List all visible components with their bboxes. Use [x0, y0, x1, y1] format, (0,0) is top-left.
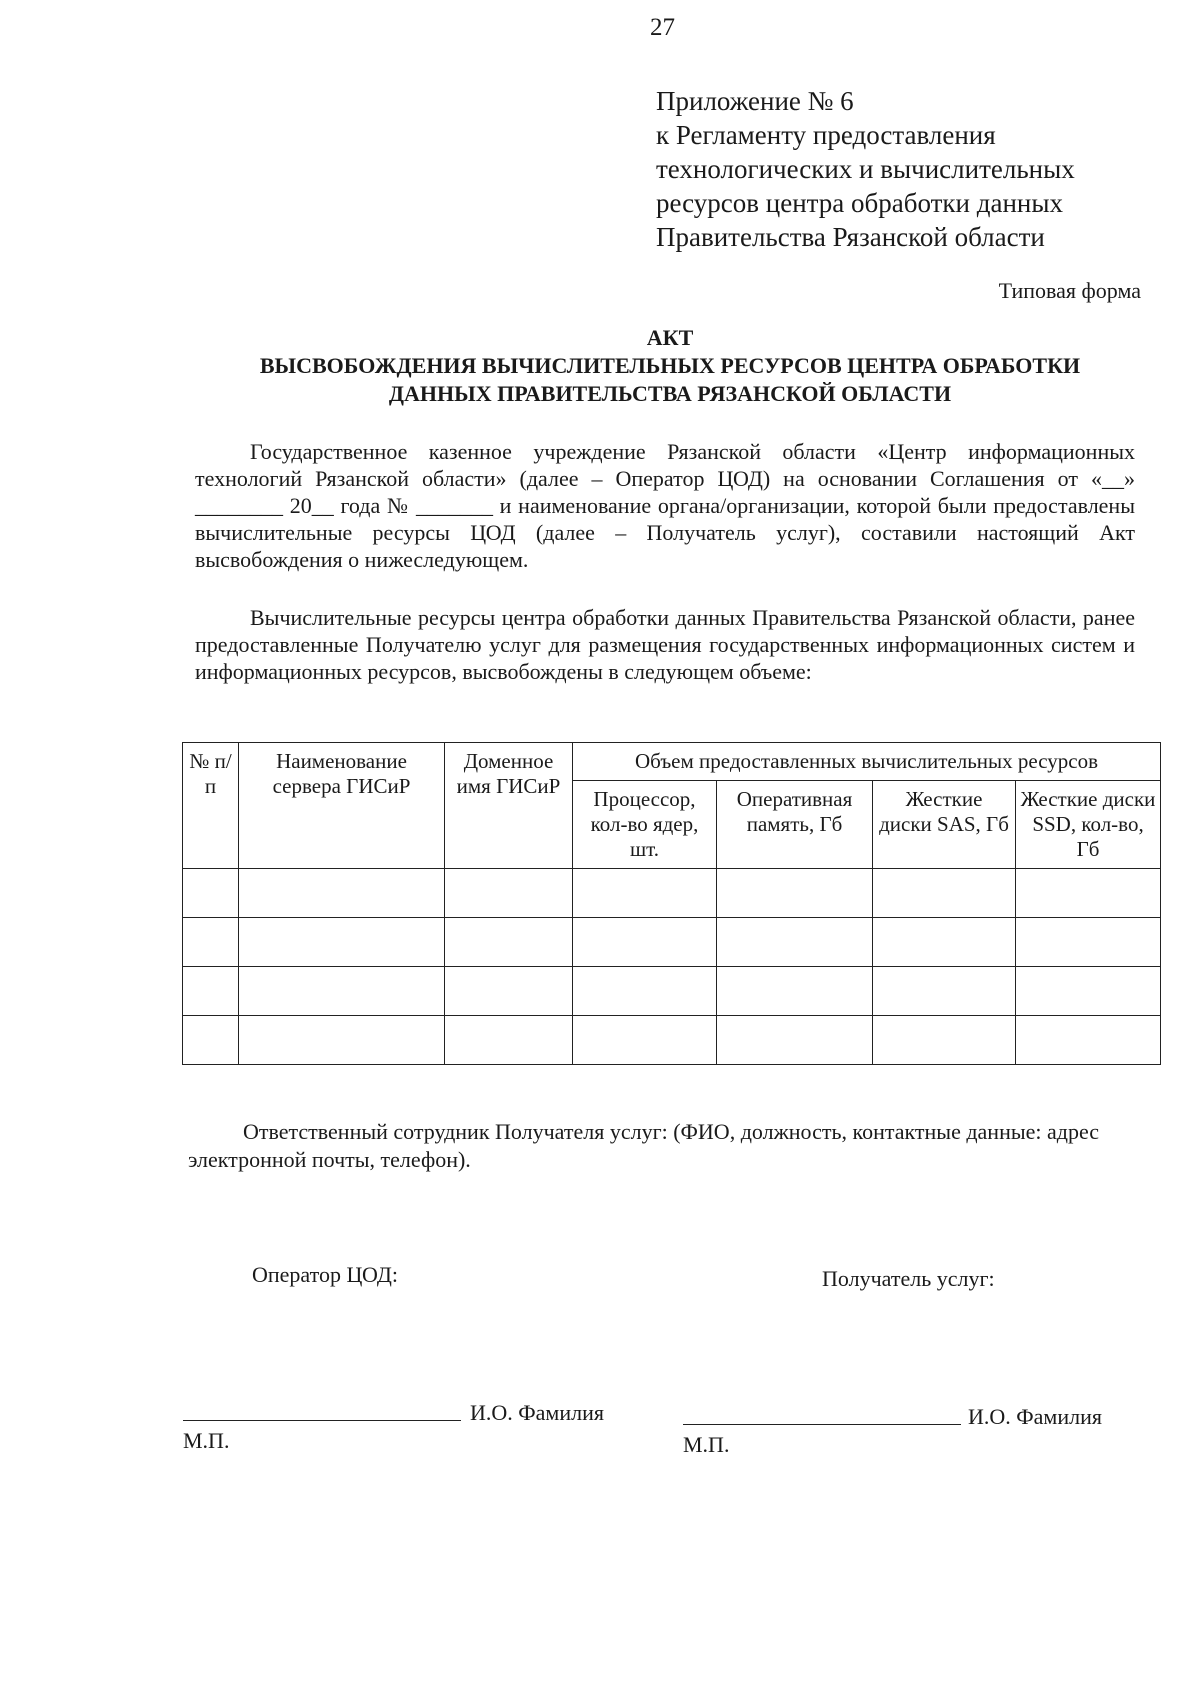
page-number: 27 [650, 14, 675, 41]
table-cell[interactable] [717, 918, 873, 967]
table-cell[interactable] [1016, 967, 1161, 1016]
header-number: № п/п [183, 743, 239, 869]
form-type-label: Типовая форма [998, 278, 1141, 303]
appendix-line: Приложение № 6 [656, 86, 854, 116]
table-cell[interactable] [717, 869, 873, 918]
header-sas: Жесткие диски SAS, Гб [873, 781, 1016, 869]
table-row [183, 869, 1161, 918]
header-ram: Оперативная память, Гб [717, 781, 873, 869]
appendix-line: Правительства Рязанской области [656, 222, 1045, 252]
table-cell[interactable] [573, 869, 717, 918]
header-cpu: Процессор, кол-во ядер, шт. [573, 781, 717, 869]
table-header-row [183, 743, 1161, 781]
table-cell[interactable] [445, 869, 573, 918]
table-cell[interactable] [1016, 869, 1161, 918]
table-cell[interactable] [445, 1016, 573, 1065]
table-cell[interactable] [183, 869, 239, 918]
table-cell[interactable] [873, 1016, 1016, 1065]
table-cell[interactable] [873, 918, 1016, 967]
resources-table [182, 742, 1161, 1065]
intro-paragraph: Государственное казенное учреждение Рязанской области «Центр информационных технологий Рязанской области» (далее – Оператор ЦОД) на основании Соглашения от «__» ________ 20__ года № _______ и наименование органа/организации, которой были предоставлены вычислительные ресурсы ЦОД (далее – Получатель услуг), составили настоящий Акт высвобождения о нижеследующем. [195, 439, 1135, 572]
header-server-name: Наименование сервера ГИСиР [239, 743, 445, 869]
table-cell[interactable] [873, 967, 1016, 1016]
table-cell[interactable] [573, 1016, 717, 1065]
table-cell[interactable] [183, 1016, 239, 1065]
table-row [183, 1016, 1161, 1065]
table-cell[interactable] [1016, 1016, 1161, 1065]
operator-name-placeholder: И.О. Фамилия [470, 1400, 604, 1425]
title-line: АКТ [646, 325, 694, 350]
table-cell[interactable] [873, 869, 1016, 918]
appendix-line: ресурсов центра обработки данных [656, 188, 1063, 218]
table-cell[interactable] [183, 967, 239, 1016]
operator-signature-line[interactable] [183, 1420, 461, 1421]
recipient-signature-line[interactable] [683, 1424, 961, 1425]
table-cell[interactable] [717, 1016, 873, 1065]
header-ssd: Жесткие диски SSD, кол-во, Гб [1016, 781, 1161, 869]
appendix-line: технологических и вычислительных [656, 154, 1075, 184]
table-row [183, 918, 1161, 967]
operator-stamp-label: М.П. [183, 1428, 230, 1453]
header-domain-name: Доменное имя ГИСиР [445, 743, 573, 869]
table-cell[interactable] [445, 967, 573, 1016]
table-cell[interactable] [573, 918, 717, 967]
table-cell[interactable] [239, 918, 445, 967]
title-line: ДАННЫХ ПРАВИТЕЛЬСТВА РЯЗАНСКОЙ ОБЛАСТИ [388, 381, 952, 406]
recipient-label: Получатель услуг: [822, 1266, 995, 1291]
header-resources-group: Объем предоставленных вычислительных ресурсов [573, 743, 1161, 781]
table-cell[interactable] [183, 918, 239, 967]
title-line: ВЫСВОБОЖДЕНИЯ ВЫЧИСЛИТЕЛЬНЫХ РЕСУРСОВ ЦЕНТРА ОБРАБОТКИ [259, 353, 1081, 378]
table-cell[interactable] [445, 918, 573, 967]
document-title [150, 324, 1190, 408]
responsible-employee-note: Ответственный сотрудник Получателя услуг: (ФИО, должность, контактные данные: адрес электронной почты, телефон). [188, 1119, 1100, 1172]
table-cell[interactable] [1016, 918, 1161, 967]
table-cell[interactable] [717, 967, 873, 1016]
recipient-name-placeholder: И.О. Фамилия [968, 1404, 1102, 1429]
recipient-stamp-label: М.П. [683, 1432, 730, 1457]
appendix-heading [656, 84, 1075, 254]
table-cell[interactable] [239, 967, 445, 1016]
operator-label: Оператор ЦОД: [252, 1262, 398, 1287]
table-row [183, 967, 1161, 1016]
table-cell[interactable] [239, 1016, 445, 1065]
table-cell[interactable] [239, 869, 445, 918]
appendix-line: к Регламенту предоставления [656, 120, 996, 150]
resources-paragraph: Вычислительные ресурсы центра обработки данных Правительства Рязанской области, ранее предоставленные Получателю услуг для размещения государственных информационных систем и информационных ресурсов, высвобождены в следующем объеме: [195, 605, 1135, 684]
table-cell[interactable] [573, 967, 717, 1016]
